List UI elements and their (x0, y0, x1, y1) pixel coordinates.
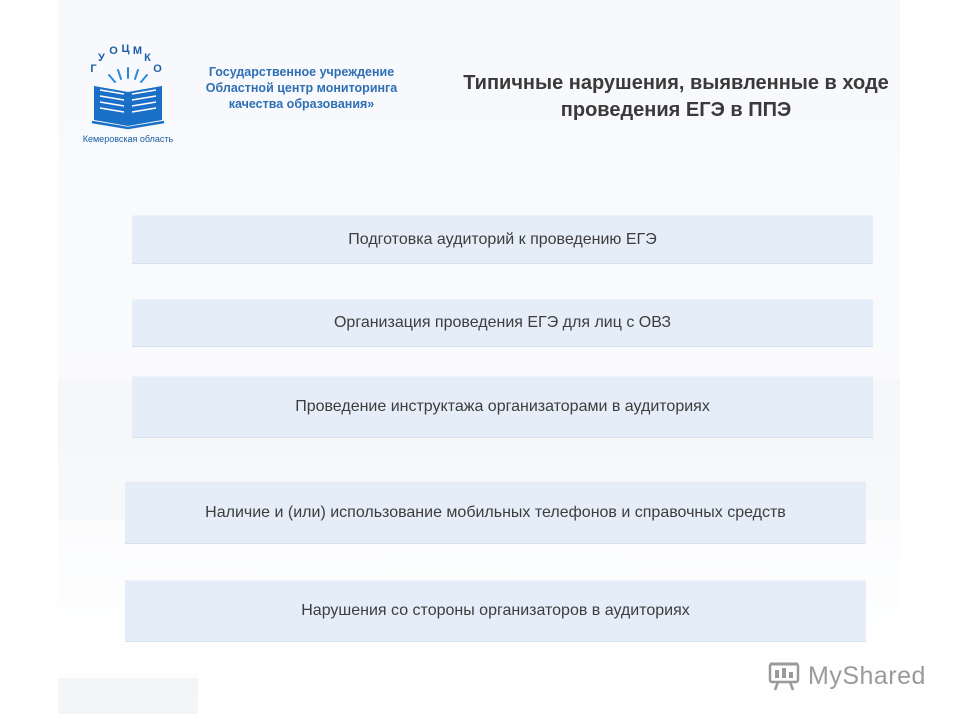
organization-name (194, 64, 409, 112)
violation-item (125, 481, 866, 543)
watermark-text: MyShared (808, 661, 926, 690)
violation-item-label: Проведение инструктажа организаторами в аудиториях (295, 398, 710, 415)
organization-name-line: Государственное учреждение (208, 65, 395, 79)
organization-logo (78, 40, 178, 150)
open-book-logo-icon (78, 40, 178, 132)
organization-name-line: качества образования» (228, 97, 375, 111)
svg-text:Г У О: Г У О Ц М К О (90, 43, 165, 75)
violation-item-label: Наличие и (или) использование мобильных телефонов и справочных средств (205, 503, 786, 521)
violation-item (132, 215, 873, 263)
background-corner (58, 678, 198, 714)
violation-item-label: Подготовка аудиторий к проведению ЕГЭ (348, 230, 657, 248)
logo-caption: Кемеровская область (82, 134, 174, 144)
violation-item-label: Нарушения со стороны организаторов в аудиториях (301, 602, 690, 619)
slide-title-line: Типичные нарушения, выявленные в ходе (463, 72, 889, 94)
presentation-board-icon (766, 658, 802, 694)
slide-title (412, 70, 940, 124)
violation-item-label: Организация проведения ЕГЭ для лиц с ОВЗ (333, 314, 672, 331)
watermark[interactable] (766, 656, 926, 696)
organization-name-line: Областной центр мониторинга (205, 81, 398, 95)
violation-item (132, 376, 873, 437)
violation-item (125, 580, 866, 641)
violation-item (132, 299, 873, 346)
slide-title-line: проведения ЕГЭ в ППЭ (560, 99, 792, 121)
